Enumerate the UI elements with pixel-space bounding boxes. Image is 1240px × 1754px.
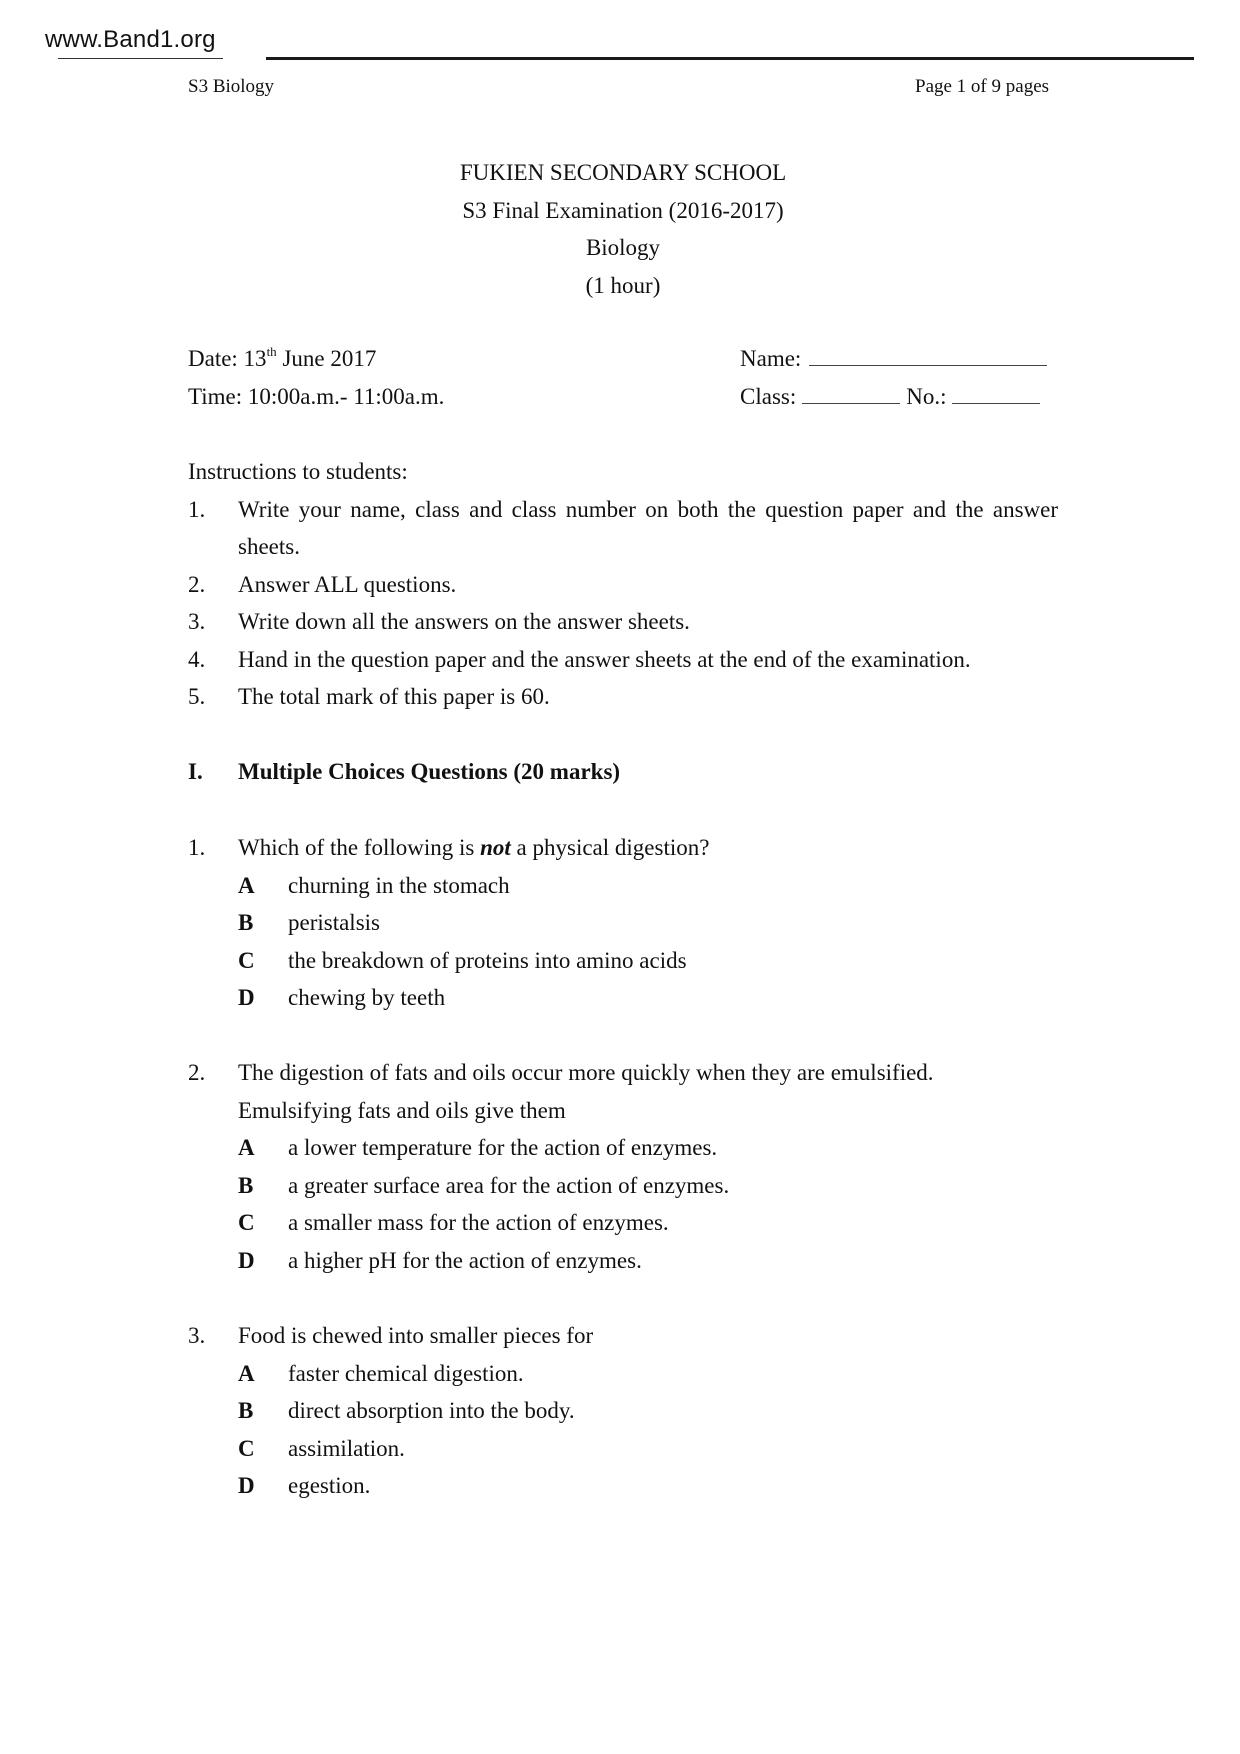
exam-subject: Biology <box>585 235 661 260</box>
answer-option[interactable] <box>188 1355 1058 1393</box>
question-stem <box>238 829 1058 867</box>
section-title: Multiple Choices Questions (20 marks) <box>238 759 621 784</box>
question-stem: The digestion of fats and oils occur more quickly when they are emulsified. <box>238 1060 934 1085</box>
instruction-number: 4. <box>188 646 206 672</box>
option-letter: B <box>238 910 254 935</box>
question-number-spacer <box>188 1092 238 1130</box>
class-label: Class: <box>740 383 797 409</box>
question-number: 2. <box>188 1060 206 1085</box>
answer-option[interactable] <box>188 1129 1058 1167</box>
instruction-item <box>188 566 1058 604</box>
answer-option[interactable] <box>188 1467 1058 1505</box>
page-indicator: Page 1 of 9 pages <box>915 76 1050 97</box>
instruction-item <box>188 491 1058 566</box>
option-text: a higher pH for the action of enzymes. <box>288 1247 642 1273</box>
option-text: a smaller mass for the action of enzymes. <box>288 1210 669 1235</box>
date-ordinal: th <box>266 344 277 359</box>
exam-meta <box>188 340 444 415</box>
option-text: peristalsis <box>288 910 380 935</box>
instruction-number: 3. <box>188 609 206 634</box>
question-2 <box>188 1054 1058 1279</box>
stem-text: a physical digestion? <box>510 835 710 860</box>
option-letter: D <box>238 1473 255 1498</box>
stem-emphasis: not <box>480 835 511 860</box>
option-text: chewing by teeth <box>288 985 446 1010</box>
question-stem: Emulsifying fats and oils give them <box>238 1097 566 1123</box>
instructions-heading: Instructions to students: <box>188 459 408 484</box>
site-watermark: www.Band1.org <box>45 26 216 53</box>
section-heading <box>188 753 620 791</box>
answer-option[interactable] <box>188 904 1058 942</box>
option-text: churning in the stomach <box>288 872 510 898</box>
header-rule <box>266 57 1194 60</box>
name-blank[interactable] <box>809 345 1047 366</box>
instruction-text: Write your name, class and class number on both the question paper and the answer sheets. <box>238 496 1058 559</box>
question-stem-row <box>188 829 1058 867</box>
instruction-text: Write down all the answers on the answer sheets. <box>238 609 690 634</box>
option-text: the breakdown of proteins into amino acids <box>288 947 687 973</box>
answer-option[interactable] <box>188 1242 1058 1280</box>
option-letter: C <box>238 947 255 973</box>
school-name: FUKIEN SECONDARY SCHOOL <box>459 160 787 185</box>
instruction-item <box>188 678 1058 716</box>
name-row <box>740 340 1047 378</box>
option-text: egestion. <box>288 1473 371 1498</box>
option-letter: A <box>238 1360 255 1386</box>
instruction-number: 5. <box>188 684 206 709</box>
section-number: I. <box>188 759 203 784</box>
option-text: a lower temperature for the action of enzymes. <box>288 1135 718 1160</box>
option-letter: D <box>238 985 255 1010</box>
running-head-subject: S3 Biology <box>188 76 275 97</box>
option-letter: D <box>238 1247 255 1273</box>
answer-option[interactable] <box>188 1167 1058 1205</box>
answer-option[interactable] <box>188 979 1058 1017</box>
no-label: No.: <box>906 383 947 409</box>
class-blank[interactable] <box>802 383 900 404</box>
name-label: Name: <box>740 346 802 371</box>
option-letter: C <box>238 1435 255 1461</box>
option-text: a greater surface area for the action of enzymes. <box>288 1172 730 1198</box>
stem-text: Which of the following is <box>238 835 481 860</box>
exam-time: Time: 10:00a.m.- 11:00a.m. <box>188 383 445 409</box>
option-letter: B <box>238 1398 254 1423</box>
option-text: faster chemical digestion. <box>288 1360 524 1386</box>
date-rest: June 2017 <box>276 346 377 371</box>
question-stem-row <box>188 1092 1058 1130</box>
option-letter: C <box>238 1210 255 1235</box>
instruction-text: Hand in the question paper and the answer sheets at the end of the examination. <box>238 646 971 672</box>
no-blank[interactable] <box>952 383 1040 404</box>
header-rule-short <box>58 58 223 59</box>
class-row <box>740 378 1047 416</box>
question-stem-row <box>188 1317 1058 1355</box>
answer-option[interactable] <box>188 1392 1058 1430</box>
exam-duration: (1 hour) <box>585 272 661 298</box>
answer-option[interactable] <box>188 867 1058 905</box>
option-text: direct absorption into the body. <box>288 1398 575 1423</box>
question-stem: Food is chewed into smaller pieces for <box>238 1323 594 1348</box>
option-letter: A <box>238 872 255 898</box>
option-text: assimilation. <box>288 1435 405 1461</box>
question-number: 1. <box>188 835 206 860</box>
question-3 <box>188 1317 1058 1505</box>
option-letter: A <box>238 1135 255 1160</box>
exam-title: S3 Final Examination (2016-2017) <box>462 197 784 223</box>
exam-date <box>188 340 444 378</box>
instructions <box>188 453 1058 716</box>
instruction-item <box>188 603 1058 641</box>
instruction-number: 2. <box>188 571 206 597</box>
question-number: 3. <box>188 1323 206 1348</box>
question-1 <box>188 829 1058 1017</box>
title-block <box>188 154 1058 304</box>
answer-option[interactable] <box>188 1204 1058 1242</box>
instruction-text: The total mark of this paper is 60. <box>238 684 550 709</box>
student-fields <box>740 340 1047 415</box>
date-label: Date: 13 <box>188 346 267 371</box>
answer-option[interactable] <box>188 1430 1058 1468</box>
instruction-number: 1. <box>188 496 206 522</box>
instruction-text: Answer ALL questions. <box>238 571 457 597</box>
answer-option[interactable] <box>188 942 1058 980</box>
question-stem-row <box>188 1054 1058 1092</box>
instruction-item <box>188 641 1058 679</box>
option-letter: B <box>238 1172 254 1198</box>
